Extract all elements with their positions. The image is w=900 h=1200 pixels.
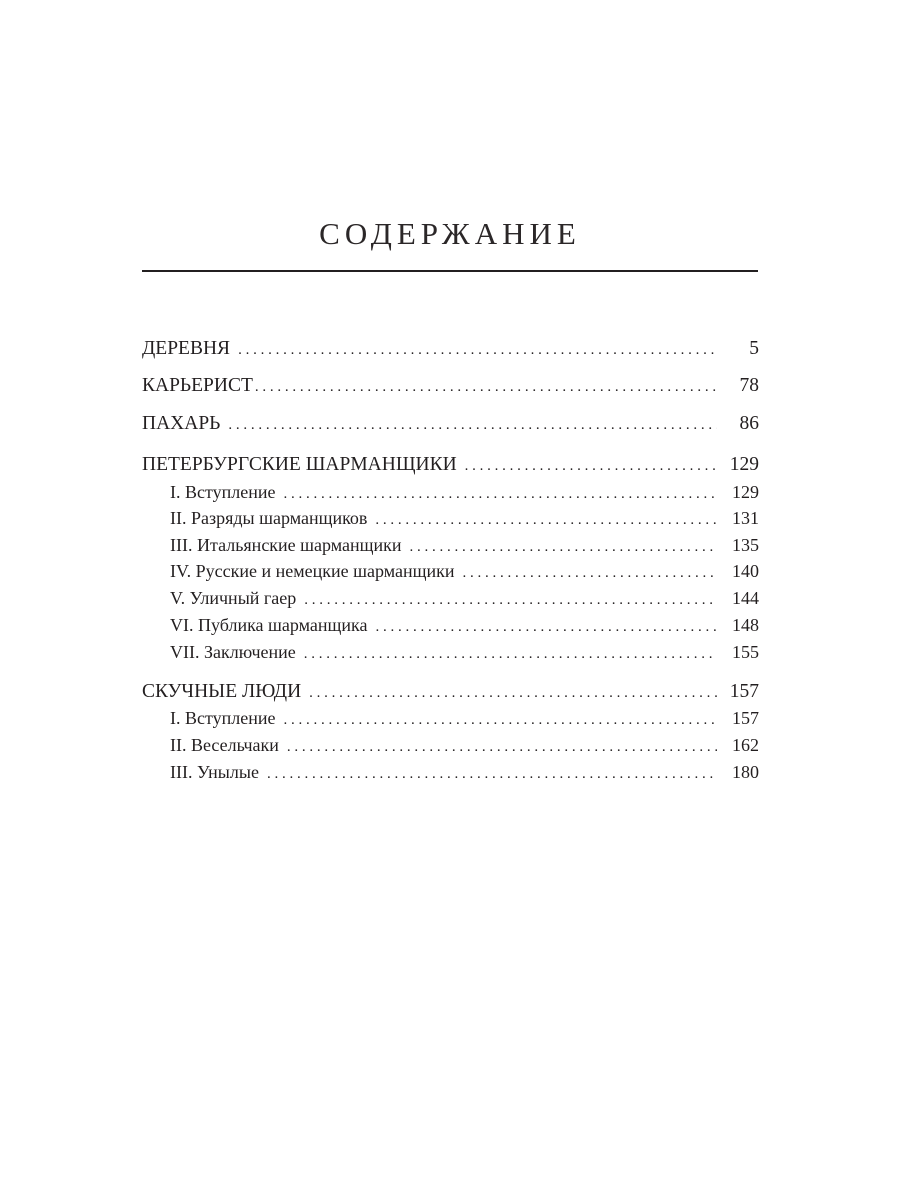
- toc-page-number: 144: [732, 588, 759, 608]
- toc-subentry-title: II. Весельчаки: [170, 735, 279, 755]
- toc-subentry[interactable]: [142, 705, 759, 731]
- toc-subentry-title: IV. Русские и немецкие шарманщики: [170, 561, 455, 581]
- toc-page-number: 131: [732, 508, 759, 528]
- dot-leader: [463, 560, 717, 586]
- toc-subentry[interactable]: [142, 759, 759, 785]
- toc-page-number: 180: [732, 762, 759, 782]
- toc-page-number: 5: [749, 338, 759, 359]
- toc-page-number: 140: [732, 561, 759, 581]
- toc-entry-title: КАРЬЕРИСТ: [142, 375, 253, 396]
- dot-leader: [375, 614, 717, 640]
- dot-leader: [287, 734, 717, 760]
- toc-entry-derevnya[interactable]: [142, 335, 759, 363]
- toc-subentry-title: II. Разряды шарманщиков: [170, 508, 368, 528]
- toc-page-number: 157: [732, 708, 759, 728]
- toc-subentry[interactable]: [142, 505, 759, 531]
- toc-page-number: 86: [739, 413, 759, 434]
- toc-page-number: 157: [729, 681, 759, 702]
- toc-page-number: 129: [732, 482, 759, 502]
- page-title: СОДЕРЖАНИЕ: [319, 216, 581, 251]
- dot-leader: [228, 411, 717, 439]
- toc-entry-skuchnye-lyudi[interactable]: [142, 678, 759, 706]
- dot-leader: [309, 679, 717, 707]
- toc-page-number: 155: [732, 642, 759, 662]
- toc-entry-peterburgskie-sharmanshchiki[interactable]: [142, 451, 759, 479]
- toc-subentry[interactable]: [142, 639, 759, 665]
- toc-subentry[interactable]: [142, 732, 759, 758]
- toc-entry-title: ПЕТЕРБУРГСКИЕ ШАРМАНЩИКИ: [142, 454, 457, 475]
- toc-entry-title: ДЕРЕВНЯ: [142, 338, 231, 359]
- toc-page-number: 148: [732, 615, 759, 635]
- toc-entry-karierist[interactable]: [142, 372, 759, 400]
- toc-subentry-title: V. Уличный гаер: [170, 588, 297, 608]
- dot-leader: [283, 481, 717, 507]
- toc-subentry[interactable]: [142, 532, 759, 558]
- toc-subentry-title: I. Вступление: [170, 482, 276, 502]
- dot-leader: [304, 641, 717, 667]
- toc-subentry-title: I. Вступление: [170, 708, 276, 728]
- toc-subentry[interactable]: [142, 612, 759, 638]
- dot-leader: [465, 452, 717, 480]
- dot-leader: [238, 336, 717, 364]
- toc-subentry[interactable]: [142, 479, 759, 505]
- dot-leader: [255, 373, 717, 401]
- toc-subentry[interactable]: [142, 558, 759, 584]
- dot-leader: [375, 507, 717, 533]
- toc-subentry-title: III. Итальянские шарманщики: [170, 535, 402, 555]
- toc-subentry[interactable]: [142, 585, 759, 611]
- toc-page-number: 135: [732, 535, 759, 555]
- toc-page-number: 78: [739, 375, 759, 396]
- dot-leader: [410, 534, 717, 560]
- dot-leader: [267, 761, 717, 787]
- toc-page-number: 129: [729, 454, 759, 475]
- dot-leader: [283, 707, 717, 733]
- toc-entry-pakhar[interactable]: [142, 410, 759, 438]
- toc-subentry-title: VI. Публика шарманщика: [170, 615, 368, 635]
- dot-leader: [304, 587, 717, 613]
- toc-page-number: 162: [732, 735, 759, 755]
- toc-subentry-title: III. Унылые: [170, 762, 259, 782]
- toc-subentry-title: VII. Заключение: [170, 642, 296, 662]
- toc-entry-title: СКУЧНЫЕ ЛЮДИ: [142, 681, 302, 702]
- title-divider: [142, 270, 758, 272]
- toc-entry-title: ПАХАРЬ: [142, 413, 221, 434]
